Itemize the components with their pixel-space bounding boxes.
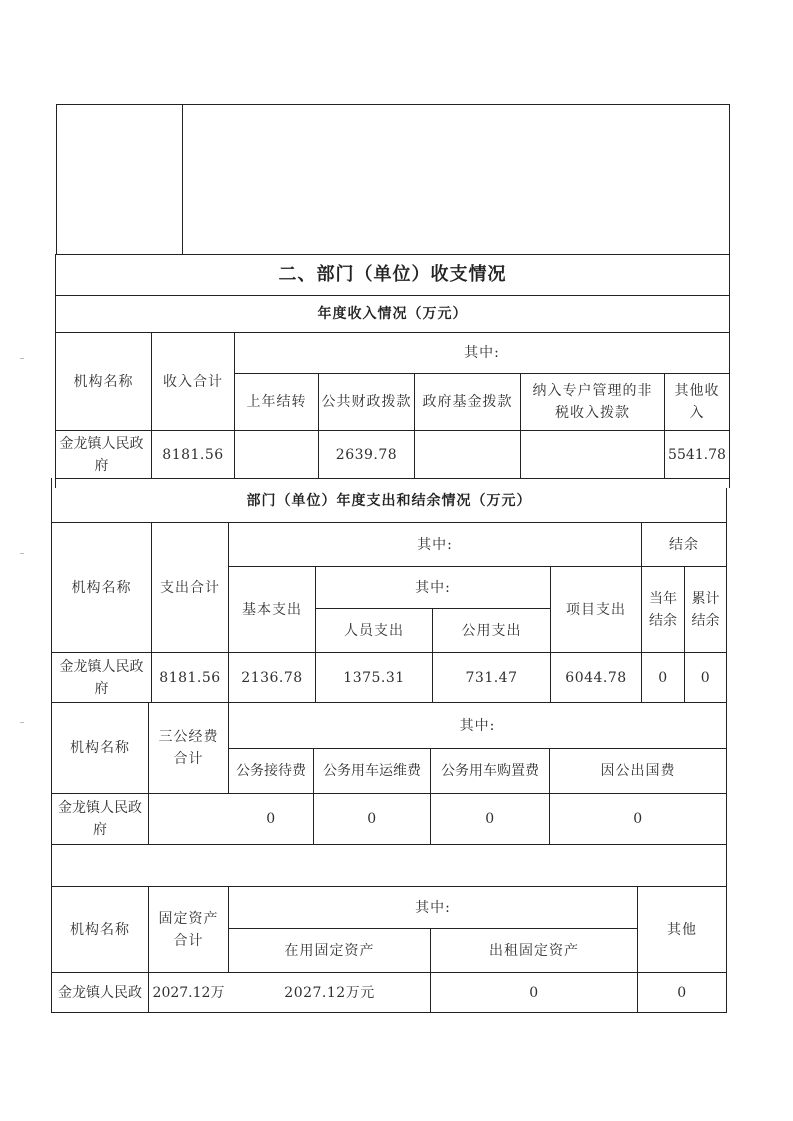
income-of-which-header: 其中:: [464, 345, 500, 361]
scan-mark: [20, 722, 24, 723]
year-bal-line2: 结余: [649, 612, 677, 629]
org-line2: 府: [94, 457, 109, 474]
income-row-nontax: [521, 431, 664, 478]
expense-personnel-header: 人员支出: [344, 622, 404, 639]
org-line1: 金龙镇人民政: [58, 800, 142, 816]
nontax-line1: 纳入专户管理的非: [532, 383, 653, 399]
other-line2: 入: [689, 405, 705, 421]
cum-bal-line2: 结余: [691, 612, 720, 629]
tp-row-vehicle-buy: 0: [485, 811, 495, 827]
expense-of-which-header: 其中:: [417, 536, 453, 553]
table-left-border-top: [56, 104, 57, 254]
scan-mark: [20, 358, 24, 359]
expense-row-org: [52, 653, 151, 702]
fa-in-use-header: 在用固定资产: [284, 942, 375, 959]
expense-of-which2-header: 其中:: [415, 579, 451, 596]
tp-row-total: [149, 794, 228, 844]
income-nontax-header: [521, 374, 664, 430]
tp-reception-header: 公务接待费: [236, 763, 306, 779]
income-row-fiscal: 2639.78: [335, 446, 398, 463]
tp-row-reception: 0: [266, 811, 276, 827]
nontax-line2: 税收入拨款: [555, 405, 630, 421]
fa-leased-header: 出租固定资产: [489, 942, 579, 959]
expense-basic-header: 基本支出: [242, 601, 302, 618]
tp-of-which-header: 其中:: [459, 717, 496, 734]
tp-abroad-header: 因公出国费: [600, 763, 676, 779]
tp-row-org: [52, 794, 148, 844]
tp-total-header: [149, 703, 228, 793]
income-org-header: 机构名称: [73, 373, 134, 390]
income-row-fund: [415, 431, 520, 478]
expense-project-header: 项目支出: [566, 601, 626, 618]
expense-row-cum-balance: 0: [700, 669, 711, 686]
fa-total-line1: 固定资产: [158, 910, 219, 927]
expense-row-public: 731.47: [465, 669, 518, 686]
fa-row-org: 金龙镇人民政: [58, 984, 142, 1001]
income-row-other: 5541.78: [668, 446, 726, 463]
income-total-header: 收入合计: [163, 373, 223, 390]
expense-title: 部门（单位）年度支出和结余情况（万元）: [246, 492, 532, 509]
rule-after-top-box: [56, 254, 730, 255]
fa-other-header: 其他: [667, 921, 697, 938]
income-other-header: [665, 374, 729, 430]
expense-total-header: 支出合计: [160, 579, 220, 596]
expense-row-basic: 2136.78: [241, 669, 303, 686]
fa-row-in-use: 2027.12万元: [284, 984, 375, 1001]
income-title: 年度收入情况（万元）: [317, 306, 468, 322]
expense-balance-header: 结余: [669, 536, 699, 553]
expense-row-total: 8181.56: [159, 669, 221, 686]
fa-org-header: 机构名称: [70, 921, 130, 938]
income-row-carryover: [235, 431, 318, 478]
tp-row-abroad: 0: [633, 811, 643, 827]
expense-org-header: 机构名称: [71, 579, 132, 596]
org-line2: 府: [94, 680, 109, 697]
income-fiscal-header: 公共财政拨款: [321, 394, 412, 410]
top-box-divider: [182, 104, 183, 254]
org-line1: 金龙镇人民政: [59, 435, 144, 452]
fa-total-line2: 合计: [173, 932, 204, 949]
org-line1: 金龙镇人民政: [59, 658, 144, 675]
year-bal-line1: 当年: [649, 590, 677, 607]
tp-total-line1: 三公经费: [158, 729, 219, 745]
fa-row-leased: 0: [529, 984, 539, 1001]
section-title: 二、部门（单位）收支情况: [278, 264, 507, 285]
expense-public-header: 公用支出: [461, 622, 522, 639]
cum-bal-line1: 累计: [691, 590, 720, 607]
fa-total-header: [149, 887, 228, 972]
expense-row-personnel: 1375.31: [343, 669, 405, 686]
scan-mark: [20, 553, 24, 554]
expense-cum-balance-header: [685, 567, 726, 652]
income-fund-header: 政府基金拨款: [422, 394, 513, 410]
tp-total-line2: 合计: [173, 751, 204, 767]
org-line2: 府: [93, 822, 107, 838]
fa-row-total: 2027.12万: [152, 984, 225, 1001]
income-carryover-header: 上年结转: [246, 394, 307, 410]
table-bottom-border: [51, 1012, 727, 1013]
other-line1: 其他收: [674, 383, 720, 399]
tp-row-bottom: [51, 844, 727, 845]
table-top-border: [56, 104, 730, 105]
income-row-org: [52, 431, 151, 478]
fa-row-other: 0: [677, 984, 687, 1001]
tp-vehicle-ops-header: 公务用车运维费: [323, 763, 421, 779]
income-row-total: 8181.56: [162, 446, 224, 463]
tp-row-vehicle-ops: 0: [367, 811, 377, 827]
expense-row-year-balance: 0: [658, 669, 668, 686]
expense-year-balance-header: [642, 567, 684, 652]
tp-org-header: 机构名称: [70, 740, 130, 756]
tp-vehicle-buy-header: 公务用车购置费: [441, 763, 539, 779]
expense-row-project: 6044.78: [565, 669, 627, 686]
fa-of-which-header: 其中:: [415, 899, 451, 916]
